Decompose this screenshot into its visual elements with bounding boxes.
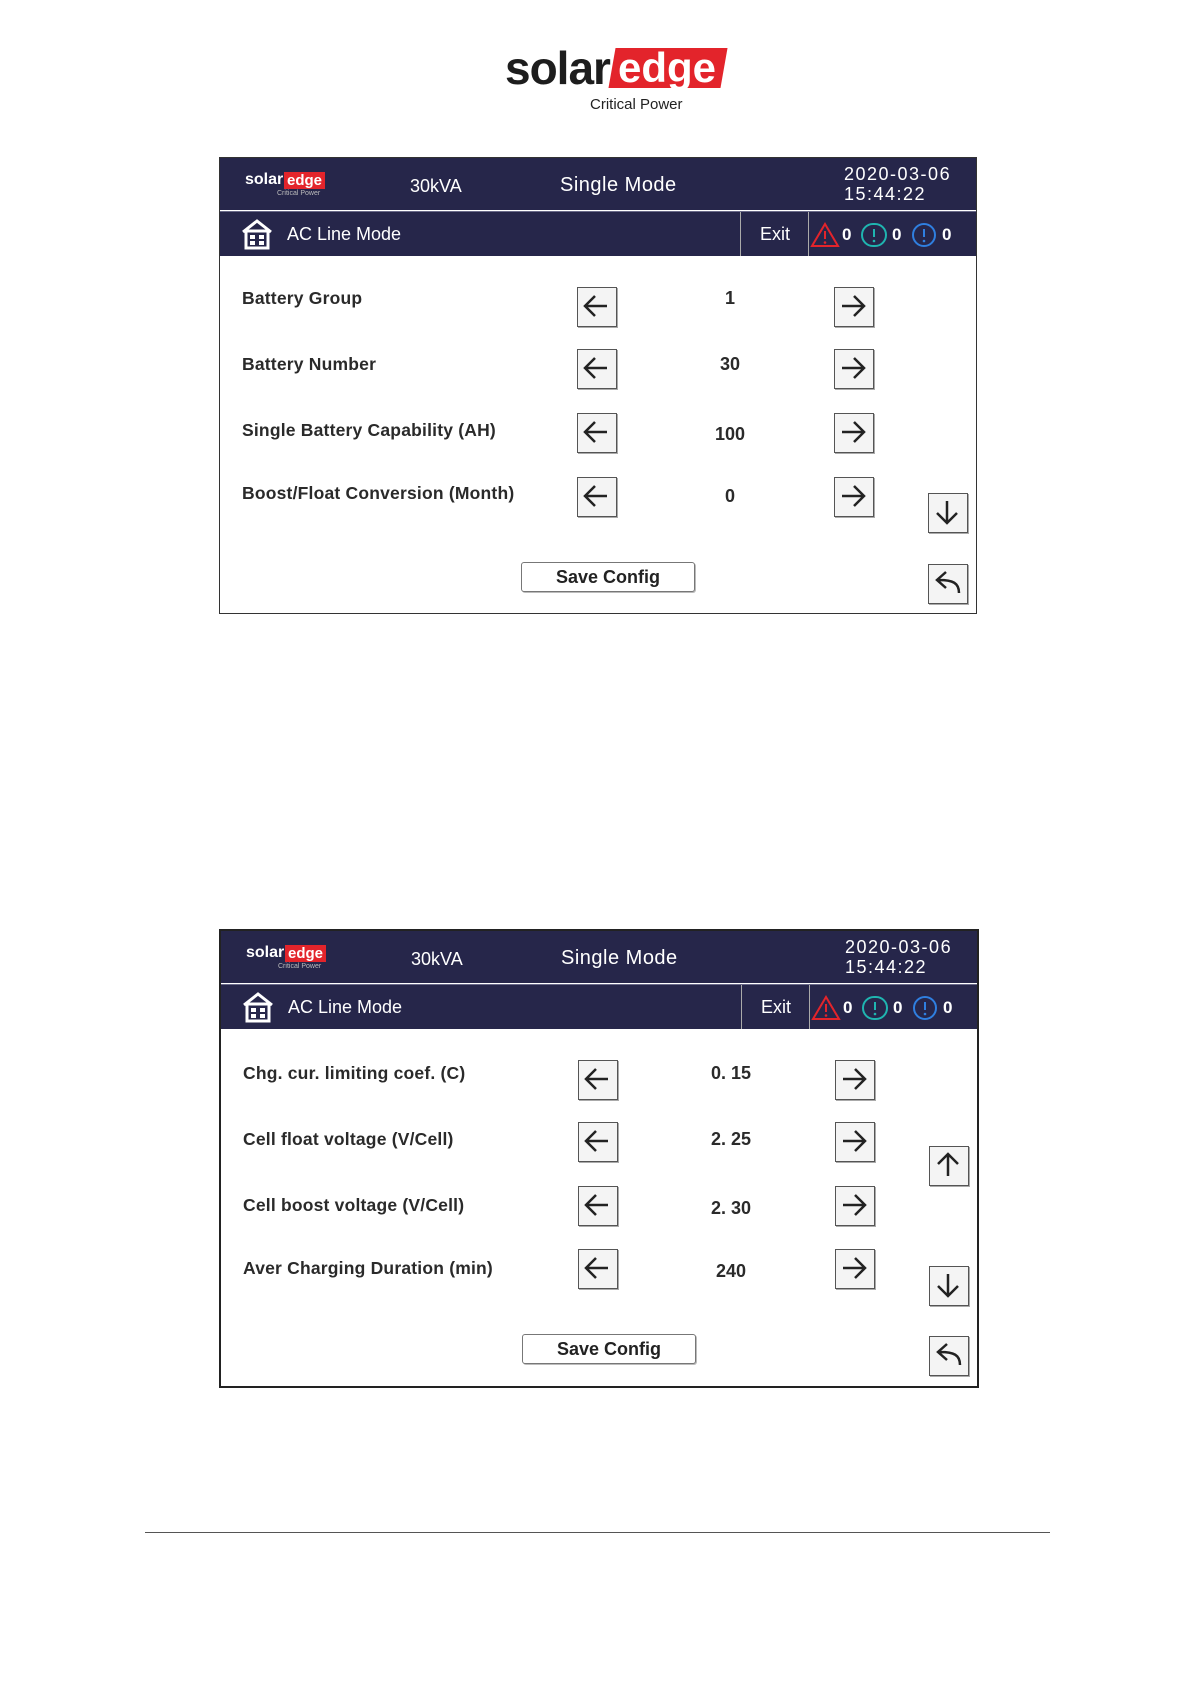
capacity-label: 30kVA xyxy=(410,176,462,196)
info-count: 0 xyxy=(943,998,953,1017)
arrow-right-icon xyxy=(839,418,867,446)
increase-button[interactable] xyxy=(834,349,874,389)
back-button[interactable] xyxy=(929,1336,969,1376)
increase-button[interactable] xyxy=(835,1122,875,1162)
increase-button[interactable] xyxy=(835,1186,875,1226)
warning-icon xyxy=(861,995,889,1021)
home-icon[interactable] xyxy=(241,991,275,1023)
divider xyxy=(740,212,741,256)
arrow-right-icon xyxy=(840,1254,868,1282)
screen-logo-edge: edge xyxy=(285,945,326,962)
fault-count: 0 xyxy=(842,225,852,244)
setting-label: Battery Group xyxy=(242,288,363,308)
info-icon xyxy=(910,222,938,248)
home-icon[interactable] xyxy=(240,218,274,250)
back-button[interactable] xyxy=(928,564,968,604)
increase-button[interactable] xyxy=(835,1060,875,1100)
info-count: 0 xyxy=(942,225,952,244)
setting-value: 1 xyxy=(724,288,735,308)
warning-count: 0 xyxy=(893,998,903,1017)
decrease-button[interactable] xyxy=(577,477,617,517)
increase-button[interactable] xyxy=(835,1249,875,1289)
setting-label: Aver Charging Duration (min) xyxy=(243,1258,493,1278)
info-icon xyxy=(911,995,939,1021)
decrease-button[interactable] xyxy=(578,1122,618,1162)
decrease-button[interactable] xyxy=(577,287,617,327)
decrease-button[interactable] xyxy=(577,349,617,389)
setting-value: 0. 15 xyxy=(710,1063,752,1083)
return-icon xyxy=(934,1341,962,1369)
battery-settings-screen-2 xyxy=(219,929,979,1388)
setting-value: 0 xyxy=(724,486,735,506)
arrow-left-icon xyxy=(583,1065,611,1093)
arrow-right-icon xyxy=(839,292,867,320)
setting-label: Cell boost voltage (V/Cell) xyxy=(243,1195,465,1215)
arrow-left-icon xyxy=(583,1127,611,1155)
logo-subtitle: Critical Power xyxy=(590,96,683,113)
increase-button[interactable] xyxy=(834,413,874,453)
solaredge-logo xyxy=(505,44,725,114)
screen-logo-subtitle: Critical Power xyxy=(277,190,321,197)
screen-logo xyxy=(245,171,335,201)
setting-value: 30 xyxy=(719,354,741,374)
datetime xyxy=(845,937,952,977)
capacity-label: 30kVA xyxy=(411,949,463,969)
increase-button[interactable] xyxy=(834,287,874,327)
top-bar xyxy=(220,158,976,210)
page-down-button[interactable] xyxy=(928,493,968,533)
arrow-right-icon xyxy=(840,1065,868,1093)
arrow-right-icon xyxy=(840,1191,868,1219)
page-up-button[interactable] xyxy=(929,1146,969,1186)
increase-button[interactable] xyxy=(834,477,874,517)
return-icon xyxy=(933,569,961,597)
arrow-left-icon xyxy=(583,1254,611,1282)
warning-triangle-icon xyxy=(810,222,840,248)
exit-button[interactable]: Exit xyxy=(761,997,792,1017)
arrow-up-icon xyxy=(934,1151,962,1179)
warning-triangle-icon xyxy=(811,995,841,1021)
save-config-button[interactable]: Save Config xyxy=(521,562,695,592)
line-mode-label: AC Line Mode xyxy=(288,997,403,1017)
setting-value: 100 xyxy=(714,424,746,444)
setting-label: Battery Number xyxy=(242,354,377,374)
date-text: 2020-03-06 xyxy=(844,164,952,184)
screen-logo xyxy=(246,944,336,974)
operation-mode: Single Mode xyxy=(560,174,677,196)
logo-solar-text: solar xyxy=(505,42,610,94)
arrow-left-icon xyxy=(583,1191,611,1219)
arrow-down-icon xyxy=(934,1271,962,1299)
arrow-left-icon xyxy=(582,292,610,320)
operation-mode: Single Mode xyxy=(561,947,678,969)
page-down-button[interactable] xyxy=(929,1266,969,1306)
decrease-button[interactable] xyxy=(578,1060,618,1100)
screen-logo-subtitle: Critical Power xyxy=(278,963,322,970)
arrow-left-icon xyxy=(582,354,610,382)
screen-logo-solar: solar xyxy=(245,171,284,188)
divider xyxy=(809,985,810,1029)
arrow-down-icon xyxy=(933,498,961,526)
decrease-button[interactable] xyxy=(578,1249,618,1289)
screen-logo-edge: edge xyxy=(284,172,325,189)
line-mode-label: AC Line Mode xyxy=(287,224,402,244)
logo-edge-text: edge xyxy=(608,48,727,88)
time-text: 15:44:22 xyxy=(844,184,927,204)
setting-label: Chg. cur. limiting coef. (C) xyxy=(243,1063,466,1083)
arrow-right-icon xyxy=(839,354,867,382)
decrease-button[interactable] xyxy=(578,1186,618,1226)
arrow-right-icon xyxy=(839,482,867,510)
arrow-left-icon xyxy=(582,418,610,446)
setting-value: 2. 25 xyxy=(710,1129,752,1149)
decrease-button[interactable] xyxy=(577,413,617,453)
footer-divider xyxy=(145,1532,1050,1533)
fault-count: 0 xyxy=(843,998,853,1017)
setting-label: Single Battery Capability (AH) xyxy=(242,420,496,440)
warning-icon xyxy=(860,222,888,248)
screen-logo-solar: solar xyxy=(246,944,285,961)
exit-button[interactable]: Exit xyxy=(760,224,791,244)
divider xyxy=(741,985,742,1029)
setting-value: 240 xyxy=(715,1261,747,1281)
status-bar xyxy=(221,984,977,1029)
warning-count: 0 xyxy=(892,225,902,244)
top-bar xyxy=(221,931,977,983)
battery-settings-screen-1 xyxy=(219,157,977,614)
save-config-button[interactable]: Save Config xyxy=(522,1334,696,1364)
divider xyxy=(808,212,809,256)
time-text: 15:44:22 xyxy=(845,957,928,977)
status-bar xyxy=(220,211,976,256)
setting-label: Boost/Float Conversion (Month) xyxy=(242,483,515,503)
date-text: 2020-03-06 xyxy=(845,937,953,957)
setting-label: Cell float voltage (V/Cell) xyxy=(243,1129,454,1149)
setting-value: 2. 30 xyxy=(710,1198,752,1218)
arrow-left-icon xyxy=(582,482,610,510)
arrow-right-icon xyxy=(840,1127,868,1155)
datetime xyxy=(844,164,951,204)
